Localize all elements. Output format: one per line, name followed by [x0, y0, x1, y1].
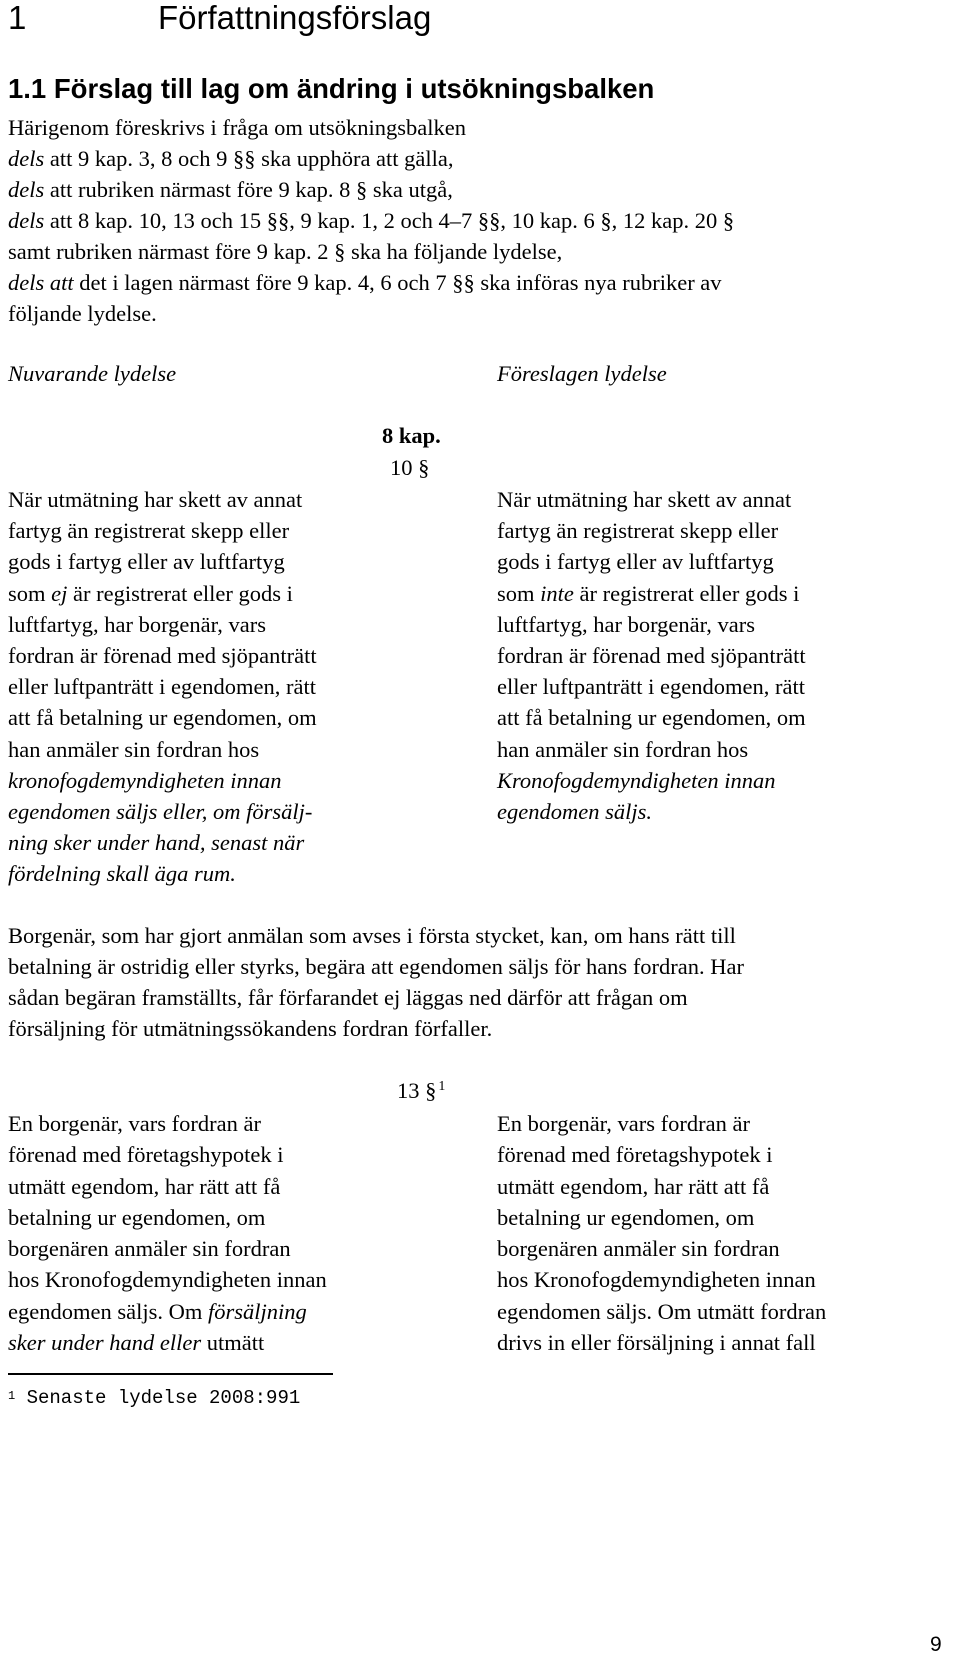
text-line: En borgenär, vars fordran är	[497, 1111, 750, 1136]
text-line: hos Kronofogdemyndigheten innan	[8, 1267, 327, 1293]
text-line: Kronofogdemyndigheten innan	[497, 767, 776, 793]
text-line: gods i fartyg eller av luftfartyg	[497, 549, 774, 575]
footnote-text: Senaste lydelse 2008:991	[15, 1387, 301, 1409]
text-line: När utmätning har skett av annat	[8, 487, 303, 512]
section-heading: 1.1 Förslag till lag om ändring i utsökningsbalken	[8, 73, 655, 104]
text-line: Borgenär, som har gjort anmälan som avses i första stycket, kan, om hans rätt till	[8, 923, 736, 948]
chapter-heading	[8, 0, 432, 38]
chapter-label: 8 kap.	[382, 423, 441, 448]
text-line: förenad med företagshypotek i	[8, 1142, 284, 1168]
shared-paragraph	[8, 920, 744, 1044]
text-line: luftfartyg, har borgenär, vars	[8, 611, 266, 637]
text-line: utmätt egendom, har rätt att få	[497, 1173, 770, 1199]
footnote-marker: 1	[8, 1389, 16, 1403]
text-line: gods i fartyg eller av luftfartyg	[8, 549, 285, 575]
text-line: utmätt egendom, har rätt att få	[8, 1173, 281, 1199]
section-label: 13 § $^1$	[397, 1078, 446, 1103]
page-number: 9	[930, 1633, 942, 1656]
section10-current-text	[8, 484, 317, 889]
section-label: 10 §	[390, 455, 430, 480]
section10-proposed-text	[497, 484, 806, 827]
text-line: En borgenär, vars fordran är	[8, 1111, 261, 1136]
intro-line: samt rubriken närmast före 9 kap. 2 § ska ha följande lydelse,	[8, 239, 563, 264]
text-line: att få betalning ur egendomen, om	[497, 705, 806, 731]
intro-line: dels att 9 kap. 3, 8 och 9 §§ ska upphöra att gälla,	[8, 146, 454, 171]
text-line: ning sker under hand, senast när	[8, 830, 305, 856]
text-line: fartyg än registrerat skepp eller	[497, 518, 779, 544]
text-line: drivs in eller försäljning i annat fall	[497, 1330, 816, 1356]
text-line: egendomen säljs.	[497, 798, 652, 824]
section13-proposed-text	[497, 1108, 826, 1358]
text-line: luftfartyg, har borgenär, vars	[497, 611, 755, 637]
chapter-number: 1	[8, 0, 27, 36]
text-line: sker under hand eller utmätt	[8, 1330, 265, 1356]
text-line: han anmäler sin fordran hos	[8, 736, 260, 762]
text-line: fördelning skall äga rum.	[8, 861, 236, 887]
text-line: fordran är förenad med sjöpanträtt	[497, 642, 806, 668]
text-line: egendomen säljs. Om försäljning	[8, 1298, 307, 1324]
text-line: fordran är förenad med sjöpanträtt	[8, 642, 317, 668]
section13-current-text	[8, 1108, 327, 1358]
current-wording-header: Nuvarande lydelse	[8, 361, 177, 386]
chapter-title: Författningsförslag	[158, 0, 432, 36]
text-line: egendomen säljs eller, om försälj-	[8, 798, 313, 824]
text-line: försäljning för utmätningssökandens fordran förfaller.	[8, 1016, 493, 1041]
text-line: han anmäler sin fordran hos	[497, 736, 749, 762]
intro-paragraph	[8, 112, 734, 329]
text-line: betalning ur egendomen, om	[8, 1204, 266, 1230]
text-line: eller luftpanträtt i egendomen, rätt	[497, 674, 806, 700]
text-line: som inte är registrerat eller gods i	[497, 580, 800, 606]
intro-line: dels att det i lagen närmast före 9 kap. 4, 6 och 7 §§ ska införas nya rubriker av	[8, 270, 722, 295]
text-line: betalning är ostridig eller styrks, begära att egendomen säljs för hans fordran. Har	[8, 954, 745, 979]
text-line: som ej är registrerat eller gods i	[8, 580, 293, 606]
intro-line: dels att 8 kap. 10, 13 och 15 §§, 9 kap. 1, 2 och 4–7 §§, 10 kap. 6 §, 12 kap. 20 §	[8, 208, 735, 233]
text-line: egendomen säljs. Om utmätt fordran	[497, 1298, 827, 1324]
intro-line: Härigenom föreskrivs i fråga om utsökningsbalken	[8, 115, 467, 140]
proposed-wording-header: Föreslagen lydelse	[497, 361, 667, 386]
text-line: betalning ur egendomen, om	[497, 1204, 755, 1230]
text-line: att få betalning ur egendomen, om	[8, 705, 317, 731]
intro-line: dels att rubriken närmast före 9 kap. 8 § ska utgå,	[8, 177, 453, 202]
text-line: förenad med företagshypotek i	[497, 1142, 773, 1168]
intro-line: följande lydelse.	[8, 301, 157, 326]
text-line: eller luftpanträtt i egendomen, rätt	[8, 674, 317, 700]
text-line: hos Kronofogdemyndigheten innan	[497, 1267, 816, 1293]
text-line: sådan begäran framställts, får förfarandet ej läggas ned därför att frågan om	[8, 985, 688, 1010]
footnote-reference[interactable]: 1	[438, 1079, 446, 1094]
text-line: borgenären anmäler sin fordran	[497, 1236, 780, 1262]
text-line: kronofogdemyndigheten innan	[8, 767, 282, 793]
text-line: När utmätning har skett av annat	[497, 487, 792, 512]
text-line: fartyg än registrerat skepp eller	[8, 518, 290, 544]
footnote-separator	[8, 1373, 333, 1375]
text-line: borgenären anmäler sin fordran	[8, 1236, 291, 1262]
footnote	[8, 1385, 300, 1411]
